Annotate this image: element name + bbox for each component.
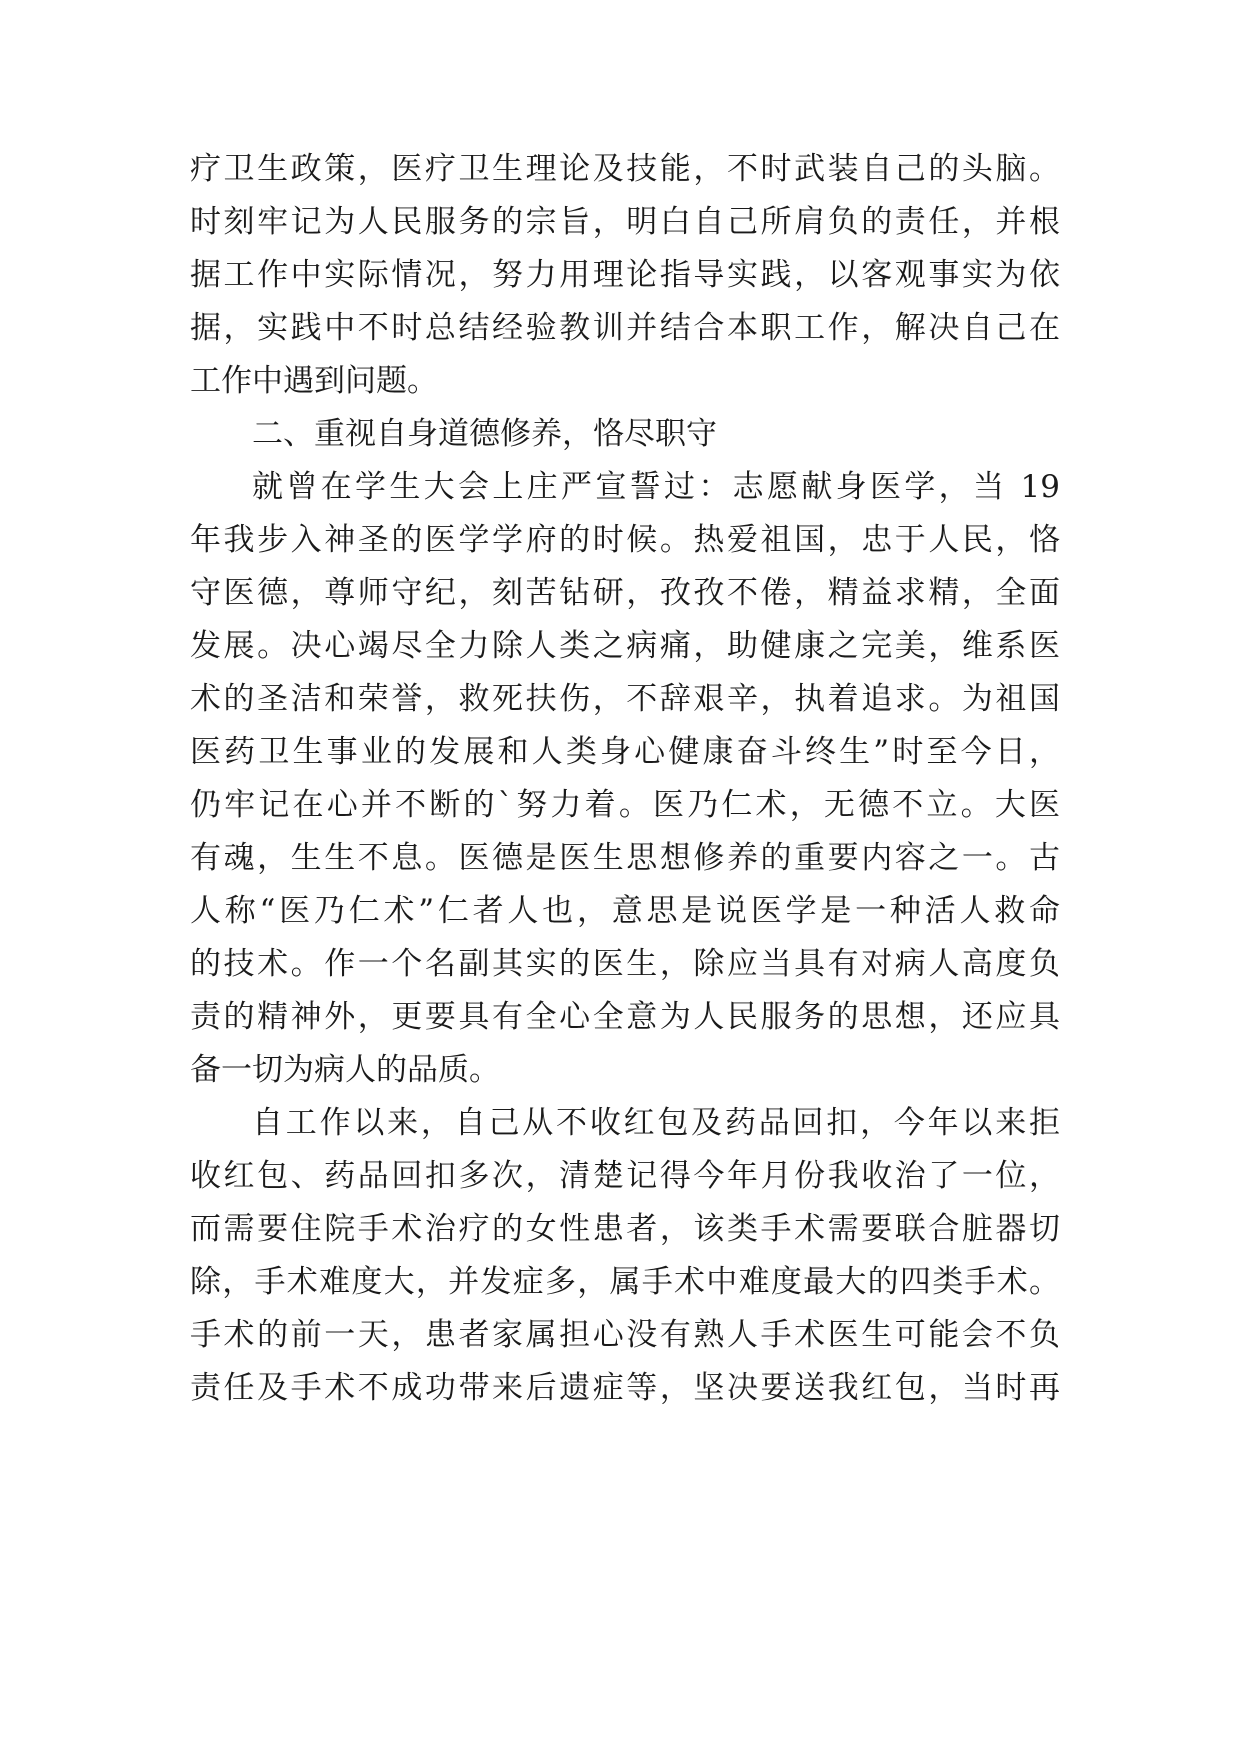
text-line: 守医德，尊师守纪，刻苦钻研，孜孜不倦，精益求精，全面: [190, 575, 1060, 611]
text-line: 仍牢记在心并不断的`努力着。医乃仁术，无德不立。大医: [190, 787, 1060, 823]
text-line: 就曾在学生大会上庄严宣誓过：志愿献身医学，当 19: [252, 469, 1060, 505]
section-heading: 二、重视自身道德修养，恪尽职守: [252, 416, 717, 452]
text-line: 据工作中实际情况，努力用理论指导实践，以客观事实为依: [190, 257, 1060, 293]
text-line: 术的圣洁和荣誉，救死扶伤，不辞艰辛，执着追求。为祖国: [190, 681, 1060, 717]
text-line: 备一切为病人的品质。: [190, 1052, 500, 1088]
text-line: 除，手术难度大，并发症多，属手术中难度最大的四类手术。: [190, 1264, 1060, 1300]
text-line: 而需要住院手术治疗的女性患者，该类手术需要联合脏器切: [190, 1211, 1060, 1247]
text-line: 人称“医乃仁术”仁者人也，意思是说医学是一种活人救命: [190, 893, 1060, 929]
text-line: 据，实践中不时总结经验教训并结合本职工作，解决自己在: [190, 310, 1060, 346]
text-line: 自工作以来，自己从不收红包及药品回扣，今年以来拒: [252, 1105, 1060, 1141]
text-line: 年我步入神圣的医学学府的时候。热爱祖国，忠于人民，恪: [190, 522, 1060, 558]
text-line: 医药卫生事业的发展和人类身心健康奋斗终生”时至今日，: [190, 734, 1060, 770]
text-line: 时刻牢记为人民服务的宗旨，明白自己所肩负的责任，并根: [190, 204, 1060, 240]
text-line: 的技术。作一个名副其实的医生，除应当具有对病人高度负: [190, 946, 1060, 982]
text-line: 责的精神外，更要具有全心全意为人民服务的思想，还应具: [190, 999, 1060, 1035]
text-line: 工作中遇到问题。: [190, 363, 438, 399]
text-line: 手术的前一天，患者家属担心没有熟人手术医生可能会不负: [190, 1317, 1060, 1353]
text-line: 疗卫生政策，医疗卫生理论及技能，不时武装自己的头脑。: [190, 151, 1060, 187]
text-line: 有魂，生生不息。医德是医生思想修养的重要内容之一。古: [190, 840, 1060, 876]
text-line: 发展。决心竭尽全力除人类之病痛，助健康之完美，维系医: [190, 628, 1060, 664]
text-line: 责任及手术不成功带来后遗症等，坚决要送我红包，当时再: [190, 1370, 1060, 1406]
text-line: 收红包、药品回扣多次，清楚记得今年月份我收治了一位，: [190, 1158, 1060, 1194]
